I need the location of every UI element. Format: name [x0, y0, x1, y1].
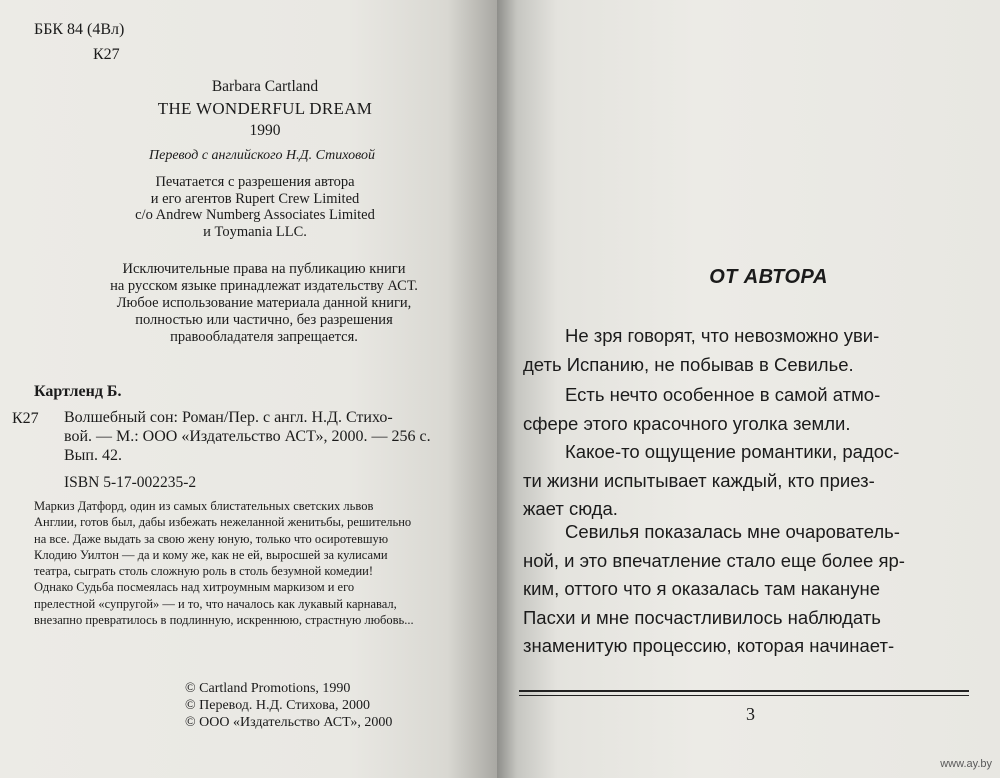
rights-line: правообладателя запрещается. — [170, 329, 358, 345]
catalog-line: вой. — М.: ООО «Издательство АСТ», 2000. — 256 с. — [64, 428, 431, 445]
text-line: сфере этого красочного уголка земли. — [523, 412, 851, 434]
annotation-line: театра, сыграть столь сложную роль в столь безумной комедии! — [34, 564, 374, 579]
chapter-heading: ОТ АВТОРА — [709, 266, 828, 288]
original-edition — [115, 76, 415, 142]
annotation-line: Клодию Уилтон — да и кому же, как не ей, выросшей за кулисами — [34, 547, 388, 562]
left-page — [0, 0, 497, 778]
rights-line: на русском языке принадлежат издательству АСТ. — [110, 278, 418, 294]
author-mark: К27 — [93, 46, 120, 63]
rights-notice — [74, 261, 454, 346]
text-line: ким, оттого что я оказалась там накануне — [523, 578, 881, 599]
original-year: 1990 — [249, 122, 281, 139]
catalog-author: Картленд Б. — [34, 383, 122, 400]
copyright-line: © ООО «Издательство АСТ», 2000 — [185, 715, 393, 730]
annotation-line: прелестной «супругой» — и то, что началось как лукавый карнавал, — [34, 596, 397, 611]
text-line: Не зря говорят, что невозможно уви- — [565, 325, 880, 346]
text-line: Севилья показалась мне очарователь- — [565, 521, 900, 542]
right-page — [497, 0, 1000, 778]
text-line: Какое-то ощущение романтики, радос- — [565, 441, 900, 462]
catalog-line: Волшебный сон: Роман/Пер. с англ. Н.Д. Стихо- — [64, 409, 393, 426]
text-line: ной, и это впечатление стало еще более яр- — [523, 549, 905, 571]
paragraph-3 — [523, 438, 899, 524]
text-line: Пасхи и мне посчастливилось наблюдать — [523, 606, 881, 628]
annotation-line: внезапно превратилось в подлинную, искреннюю, страстную любовь... — [34, 613, 414, 628]
rights-line: полностью или частично, без разрешения — [135, 312, 393, 328]
copyright-block — [185, 680, 392, 731]
catalog-line: Вып. 42. — [64, 447, 122, 464]
rights-line: Исключительные права на публикацию книги — [122, 261, 406, 277]
page-number: 3 — [746, 704, 755, 724]
permission-line: Печатается с разрешения автора — [155, 174, 355, 190]
copyright-line: © Перевод. Н.Д. Стихова, 2000 — [185, 698, 370, 713]
rights-line: Любое использование материала данной книги, — [116, 295, 412, 311]
original-title: THE WONDERFUL DREAM — [157, 99, 373, 118]
footer-rule — [519, 690, 969, 692]
footer-rule-thin — [519, 695, 969, 696]
isbn: ISBN 5-17-002235-2 — [64, 474, 197, 491]
paragraph-1 — [523, 322, 879, 379]
catalog-description — [64, 408, 431, 465]
catalog-code: К27 — [12, 410, 39, 427]
paragraph-2 — [523, 381, 880, 438]
annotation-line: Англии, готов был, дабы избежать нежеланной женитьбы, решительно — [34, 515, 412, 530]
permission-line: c/o Andrew Numberg Associates Limited — [135, 207, 375, 223]
permission-notice — [100, 174, 410, 240]
paragraph-4 — [523, 518, 905, 661]
annotation-line: Маркиз Датфорд, один из самых блистательных светских львов — [34, 499, 374, 513]
watermark: www.ay.by — [940, 758, 992, 770]
permission-line: и его агентов Rupert Crew Limited — [150, 190, 360, 207]
text-line: ти жизни испытывает каждый, кто приез- — [523, 469, 875, 491]
annotation-line: на все. Даже выдать за свою жену юную, только что осиротевшую — [34, 531, 389, 546]
text-line: Есть нечто особенное в самой атмо- — [565, 384, 881, 405]
text-line: знаменитую процессию, которая начинает- — [523, 635, 895, 656]
annotation-line: Однако Судьба посмеялась над хитроумным маркизом и его — [34, 580, 355, 595]
annotation — [34, 498, 454, 628]
text-line: жает сюда. — [523, 498, 618, 519]
bbk-code: ББК 84 (4Вл) — [34, 21, 125, 38]
permission-line: и Toymania LLC. — [203, 223, 307, 240]
copyright-line: © Cartland Promotions, 1990 — [185, 681, 351, 696]
text-line: деть Испанию, не побывав в Севилье. — [523, 353, 854, 375]
translation-credit: Перевод с английского Н.Д. Стиховой — [149, 148, 375, 163]
original-author: Barbara Cartland — [211, 78, 319, 95]
